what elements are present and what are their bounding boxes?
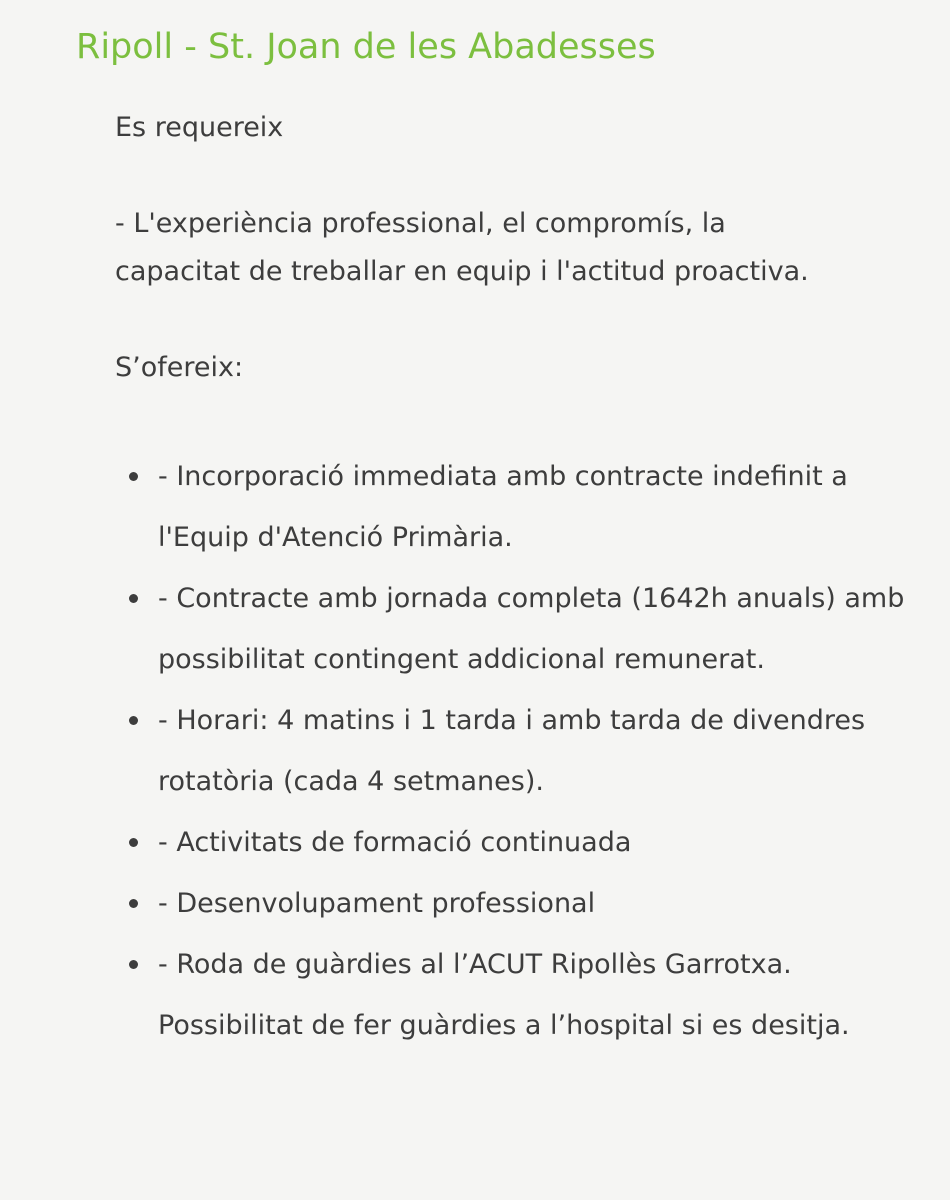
bullet-icon: [129, 899, 138, 908]
bullet-icon: [129, 838, 138, 847]
requirements-text: [115, 200, 915, 296]
list-item-text: - Contracte amb jornada completa (1642h anuals) amb possibilitat contingent addicional remunerat.: [158, 583, 905, 675]
list-item-text: - Activitats de formació continuada: [158, 827, 632, 858]
bullet-icon: [129, 472, 138, 481]
offer-list: [127, 446, 917, 1056]
list-item: [127, 934, 917, 1056]
list-item: [127, 690, 917, 812]
list-item: [127, 873, 917, 934]
spacer: [115, 152, 915, 200]
list-item: [127, 446, 917, 568]
list-item: [127, 568, 917, 690]
list-item-text: - Horari: 4 matins i 1 tarda i amb tarda de divendres rotatòria (cada 4 setmanes).: [158, 705, 866, 797]
requirements-line-2: capacitat de treballar en equip i l'actitud proactiva.: [115, 256, 809, 287]
requirements-heading: Es requereix: [115, 112, 284, 143]
list-item: [127, 812, 917, 873]
page-title: Ripoll - St. Joan de les Abadesses: [76, 27, 656, 67]
bullet-icon: [129, 594, 138, 603]
job-description: [115, 104, 915, 392]
list-item-text: - Roda de guàrdies al l’ACUT Ripollès Garrotxa. Possibilitat de fer guàrdies a l’hospital si es desitja.: [158, 949, 850, 1041]
bullet-icon: [129, 960, 138, 969]
requirements-line-1: - L'experiència professional, el compromís, la: [115, 208, 726, 239]
list-item-text: - Desenvolupament professional: [158, 888, 596, 919]
bullet-icon: [129, 716, 138, 725]
list-item-text: - Incorporació immediata amb contracte indefinit a l'Equip d'Atenció Primària.: [158, 461, 848, 553]
offer-heading: S’ofereix:: [115, 352, 244, 383]
spacer: [115, 296, 915, 344]
